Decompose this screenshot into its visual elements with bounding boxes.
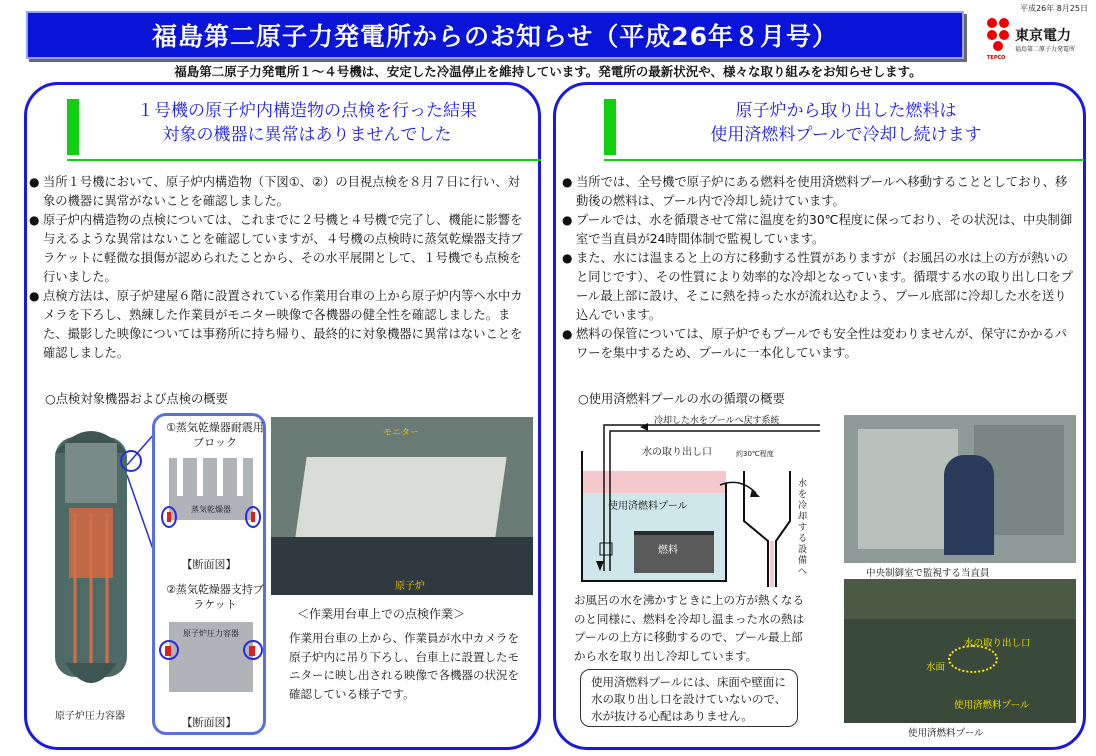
right-heading-line1: 原子炉から取り出した燃料は xyxy=(735,101,957,121)
photo-label-monitor: モニター xyxy=(383,428,420,438)
item1-title: ①蒸気乾燥器耐震用ブロック xyxy=(166,421,264,449)
item2-dot-right xyxy=(249,646,255,656)
inspection-items-box xyxy=(152,413,266,735)
page-title-bar xyxy=(26,11,964,59)
control-room-photo xyxy=(844,415,1076,563)
diagram-fuel-label: 燃料 xyxy=(658,545,678,556)
right-bullets xyxy=(562,173,1074,363)
left-bullet-2: ● 原子炉内構造物の点検については、これまでに２号機と４号機で完了し、機能に影響を与えるような異常はないことを確認していますが、４号機の点検時に蒸気乾燥器支持ブラケットに軽微な損傷が認められたことから、その水平展開として、１号機でも点検を行いました。 xyxy=(29,211,529,287)
item2-sectional-figure xyxy=(169,622,253,692)
right-bullet-3: ● また、水には温まると上の方に移動する性質がありますが（お風呂の水は上の方が熱いのと同じです）、その性質により効率的な冷却となっています。循環する水の取り出し口をプール最上部に設け、そこに熱を持った水が流れ込むよう、プール底部に冷却した水を送り込んでいます。 xyxy=(562,249,1074,325)
logo-name: 東京電力 xyxy=(1015,28,1071,44)
photo-description: 作業用台車の上から、作業員が水中カメラを原子炉内に吊り下ろし、台車上に設置したモニターに映し出される映像で各機器の状況を確認している様子です。 xyxy=(289,631,519,701)
heading-accent-right xyxy=(604,99,616,155)
logo-tepco: TEPCO xyxy=(987,55,1006,61)
heading-accent xyxy=(67,99,79,155)
item2-caption: 【断面図】 xyxy=(181,716,237,729)
item1-dot-left xyxy=(167,512,171,522)
right-bullet-1: ● 当所では、全号機で原子炉にある燃料を使用済燃料プールへ移動することとしており、移動後の燃料は、プール内で冷却し続けています。 xyxy=(562,173,1074,211)
left-section-label: ○点検対象機器および点検の概要 xyxy=(45,392,228,406)
photo-label-reactor: 原子炉 xyxy=(395,581,425,592)
item1-box-text: 蒸気乾燥器 xyxy=(191,505,231,514)
left-heading-line1: １号機の原子炉内構造物の点検を行った結果 xyxy=(137,101,477,121)
right-section-label: ○使用済燃料プールの水の循環の概要 xyxy=(578,392,785,406)
right-heading-line2: 使用済燃料プールで冷却し続けます xyxy=(710,125,982,145)
item2-title: ②蒸気乾燥器支持ブラケット xyxy=(166,583,264,611)
pool-circulation-diagram xyxy=(570,411,820,587)
item2-box-text: 原子炉圧力容器 xyxy=(183,629,239,638)
photo-caption: ＜作業用台車上での点検作業＞ xyxy=(297,607,466,621)
inspection-work-photo xyxy=(271,417,533,595)
right-heading xyxy=(626,99,1066,147)
item1-dot-right xyxy=(251,512,255,522)
diagram-temp-label: 約30℃程度 xyxy=(736,450,774,458)
vessel-label: 原子炉圧力容器 xyxy=(55,711,125,722)
page-title: 福島第二原子力発電所からのお知らせ（平成26年８月号） xyxy=(151,22,839,51)
left-bullet-1: ● 当所１号機において、原子炉内構造物（下図①、②）の目視点検を８月７日に行い、対象の機器に異常がないことを確認しました。 xyxy=(29,173,529,211)
left-bullet-3: ● 点検方法は、原子炉建屋６階に設置されている作業用台車の上から原子炉内等へ水中カメラを下ろし、熟練した作業員がモニター映像で各機器の健全性を確認しました。また、撮影した映像については事務所に持ち帰り、最終的に対象機器に異常はないことを確認しました。 xyxy=(29,287,529,363)
diagram-cooling-label: 水を冷却する設備へ xyxy=(798,479,808,577)
left-bullets xyxy=(29,173,529,363)
item1-sectional-figure xyxy=(169,458,253,520)
page-subtitle: 福島第二原子力発電所１～４号機は、安定した冷温停止を維持しています。発電所の最新状況や、様々な取り組みをお知らせします。 xyxy=(174,64,922,79)
diagram-pool-label: 使用済燃料プール xyxy=(608,501,688,512)
tepco-logo-icon xyxy=(985,17,1011,55)
diagram-intake-label: 水の取り出し口 xyxy=(642,447,712,458)
photo2-surface-label: 水面 xyxy=(926,662,946,673)
right-bullet-2: ● プールでは、水を循環させて常に温度を約30℃程度に保っており、その状況は、中央制御室で当直員が24時間体制で監視しています。 xyxy=(562,211,1074,249)
diagram-return-label: 冷却した水をプールへ戻す系統 xyxy=(654,416,780,426)
photo2-intake-label: 水の取り出し口 xyxy=(964,638,1031,649)
item1-caption: 【断面図】 xyxy=(181,558,237,571)
right-bullet-4: ● 燃料の保管については、原子炉でもプールでも安全性は変わりませんが、保守にかかるパワーを集中するため、プールに一本化しています。 xyxy=(562,325,1074,363)
left-panel xyxy=(24,82,541,750)
logo-sub: 福島第二原子力発電所 xyxy=(1015,46,1076,53)
heading-rule-right xyxy=(604,159,1084,161)
heading-rule xyxy=(67,159,541,161)
pool-photo-caption: 使用済燃料プール xyxy=(908,728,984,739)
control-room-caption: 中央制御室で監視する当直員 xyxy=(866,568,990,579)
item2-dot-left xyxy=(165,646,171,656)
safety-note-box: 使用済燃料プールには、床面や壁面に水の取り出し口を設けていないので、水が抜ける心配はありません。 xyxy=(580,669,798,727)
left-heading xyxy=(87,99,527,147)
right-panel xyxy=(553,82,1086,750)
spent-fuel-pool-photo xyxy=(844,579,1076,723)
issue-date: 平成26年 8月25日 xyxy=(1020,4,1088,13)
photo2-pool-label: 使用済燃料プール xyxy=(954,700,1030,711)
tepco-logo xyxy=(985,17,1093,59)
diagram-description: お風呂の水を沸かすときに上の方が熱くなるのと同様に、燃料を冷却し温まった水の熱はプールの上方に移動するので、プール最上部から水を取り出し冷却しています。 xyxy=(574,593,804,663)
left-heading-line2: 対象の機器に異常はありませんでした xyxy=(162,125,452,145)
